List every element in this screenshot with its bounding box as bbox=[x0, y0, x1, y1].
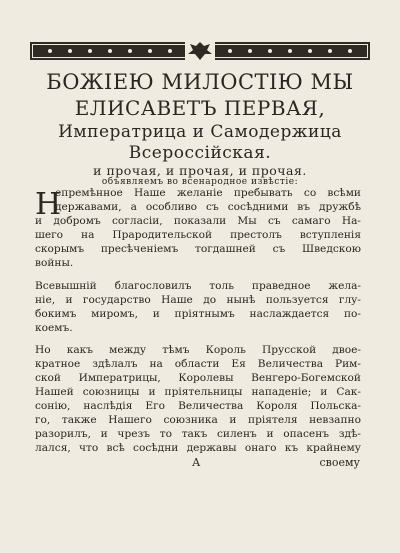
body-line: Нашей союзницы и пріятельницы нападеніе; и Сак- bbox=[35, 386, 361, 398]
body-line: и добромъ согласіи, показали Мы съ самаго На- bbox=[35, 215, 361, 227]
body-line: разорилъ, и чрезъ то такъ силенъ и опасенъ здѣ- bbox=[35, 428, 361, 440]
body-line: войны. bbox=[35, 257, 74, 269]
body-line: скорымъ пресѣченіемъ тогдашней съ Шведскою bbox=[35, 243, 361, 255]
drop-cap: Н bbox=[35, 187, 62, 222]
body-line: епремѣнное Наше желаніе пребывать со всѣми bbox=[55, 187, 361, 199]
title-line-1: БОЖІЕЮ МИЛОСТІЮ МЫ bbox=[46, 70, 354, 94]
title-line-2: ЕЛИСАВЕТЪ ПЕРВАЯ, bbox=[74, 96, 326, 120]
body-line: Но какъ между тѣмъ Король Прусской двое- bbox=[35, 344, 361, 356]
body-line: го, также Нашего союзника и пріятеля невзапно bbox=[35, 414, 361, 426]
title-line-6: объявляемъ во всенародное извѣстіе: bbox=[101, 177, 299, 187]
title-line-4: Всероссійская. bbox=[128, 143, 272, 163]
body-line: ской Императрицы, Королевы Венгеро-Богемской bbox=[35, 372, 361, 384]
catchword: своему bbox=[319, 456, 360, 469]
body-line: ніе, и государство Наше до нынѣ пользуется глу- bbox=[35, 294, 361, 306]
body-line: бокимъ миромъ, и пріятнымъ наслаждается по- bbox=[35, 308, 361, 320]
body-line: кратное здѣлалъ на области Ея Величества Рим- bbox=[35, 358, 361, 370]
title-line-5: и прочая, и прочая, и прочая. bbox=[93, 163, 307, 178]
body-line: шего на Прародительской престолъ вступленія bbox=[35, 229, 361, 241]
body-line: Всевышній благословилъ толь праведное жела- bbox=[35, 280, 361, 292]
body-line: державами, а особливо съ сосѣдними въ дружбѣ bbox=[55, 201, 361, 213]
body-line: лался, что всѣ сосѣдни державы онаго къ крайнему bbox=[35, 442, 361, 454]
headpiece-ornament-icon bbox=[30, 40, 370, 62]
body-line: сонію, наслѣдія Его Величества Короля Польска- bbox=[35, 400, 361, 412]
title-line-3: Императрица и Самодержица bbox=[58, 122, 342, 142]
body-line: коемъ. bbox=[35, 322, 73, 334]
signature-mark: А bbox=[192, 456, 201, 469]
